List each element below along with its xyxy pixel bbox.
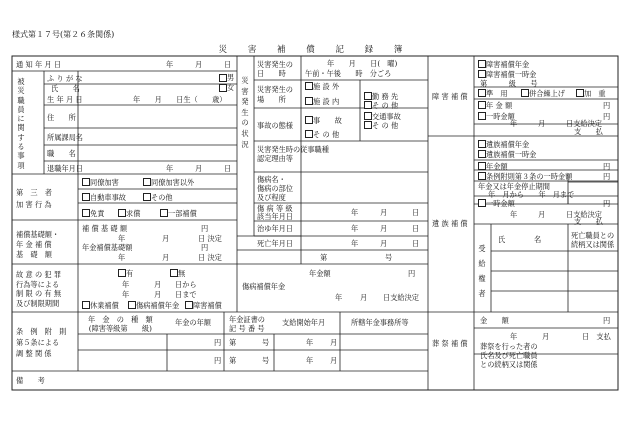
row1-yen: 円: [214, 338, 222, 347]
birth-value: 年 月 日生（ 歳）: [133, 95, 227, 104]
death-date-label: 死亡年月日: [257, 239, 293, 248]
place-inside-label: 施 設 内: [313, 97, 340, 106]
dis-lump-amt-checkbox[interactable]: [478, 112, 486, 120]
disaster-place-label: 災害発生の 場 所: [257, 85, 293, 104]
disaster-datetime-label: 災害発生の 日 時: [257, 60, 293, 78]
bereaved-lump-yen: 円: [603, 199, 611, 208]
funeral-yen: 円: [603, 316, 611, 325]
funeral-amount-label: 金 額: [480, 316, 509, 325]
disability-lump-checkbox[interactable]: [478, 70, 486, 78]
apply-label: 準 用: [486, 89, 508, 98]
pension-type-label: 年 金 の 種 類 (障害等級第 級): [88, 315, 153, 333]
restrict-from-year: 年: [122, 280, 130, 289]
recipient-label: 受給権者: [478, 244, 486, 298]
dis-lump-yen: 円: [603, 112, 611, 121]
place-work-label: 勤 務 先: [372, 92, 399, 101]
base2-month: 月: [162, 253, 170, 262]
annual-amount-label: 年金額: [309, 269, 331, 278]
dis-pay-decided: 日支給決定: [566, 119, 602, 128]
pension-amount-label: 年金の年額: [175, 318, 211, 327]
article-label: 条 例 附 則 第５条による 調 整 関 係: [16, 327, 67, 358]
aggravate-label: 加 重: [584, 89, 606, 98]
disaster-date-value: 年 月 日( 曜): [327, 59, 398, 68]
funeral-person-label: 葬祭を行った者の 氏名及び死亡職員 との続柄又は関係: [480, 342, 538, 369]
row1-no: 第: [229, 338, 237, 347]
remarks-label: 備 考: [16, 376, 45, 385]
injury-label: 傷病名・ 傷病の部位 及び程度: [257, 175, 293, 202]
ber-pay-decided: 日支給決定: [566, 210, 602, 219]
merge-checkbox[interactable]: [521, 89, 529, 97]
inj-pay-year: 年: [335, 293, 343, 302]
accident-other-checkbox[interactable]: [305, 130, 313, 138]
office-label: 所轄年金事務所等: [351, 318, 409, 327]
tp-other-checkbox[interactable]: [143, 178, 151, 186]
claim-checkbox[interactable]: [118, 209, 126, 217]
traffic-checkbox[interactable]: [364, 112, 372, 120]
exempt-checkbox[interactable]: [82, 209, 90, 217]
injury-pension-label: 傷病補償年金: [136, 301, 180, 310]
tp-else-checkbox[interactable]: [143, 193, 151, 201]
disability-section-label: 障 害 補 償: [432, 92, 468, 101]
row1-year: 年: [306, 338, 314, 347]
dis-pay-month: 月: [538, 119, 546, 128]
restrict-to-month: 月: [154, 290, 162, 299]
furigana-label: ふ り が な: [47, 74, 83, 83]
recipient-relation-header: 死亡職員との 続柄又は関係: [571, 231, 615, 249]
tp-car-label: 自動車事故: [90, 193, 126, 202]
form-number: 様式第１７号(第２６条関係): [12, 30, 115, 39]
dis-pay-year: 年: [510, 119, 518, 128]
cure-month: 月: [380, 224, 388, 233]
inj-pay-decided: 日支給決定: [383, 293, 419, 302]
accident-else-checkbox[interactable]: [364, 121, 372, 129]
row2-num: 号: [262, 356, 270, 365]
cert-label: 年金証書の 記 号 番 号: [229, 315, 265, 333]
accident-other-label: そ の 他: [313, 130, 340, 139]
place-other-label: そ の 他: [372, 101, 399, 110]
disaster-time-value: 午前・午後 時 分ごろ: [305, 69, 392, 78]
retire-month: 月: [195, 164, 203, 173]
address-label: 住 所: [47, 113, 76, 122]
cure-day: 日: [412, 224, 420, 233]
bereaved-annual-checkbox[interactable]: [478, 162, 486, 170]
notice-date-label: 通 知 年 月 日: [16, 60, 62, 69]
bereaved-pension-label: 遺族補償年金: [486, 140, 530, 149]
death-year: 年: [351, 239, 359, 248]
injury-grade-go: 号: [385, 253, 393, 262]
retire-label: 退職年月日: [47, 164, 83, 173]
ber-pay: 支 払: [574, 217, 603, 226]
retire-day: 日: [224, 164, 232, 173]
annual-yen: 円: [408, 269, 416, 278]
disability-comp-label: 障害補償: [193, 301, 222, 310]
retire-year: 年: [166, 164, 174, 173]
base2-label: 年金補償基礎額: [82, 243, 133, 252]
partial-checkbox[interactable]: [160, 209, 168, 217]
tp-coworker-label: 同僚加害: [90, 178, 119, 187]
bereaved-lump-label: 遺族補償一時金: [486, 150, 537, 159]
leave-comp-label: 休業補償: [90, 301, 119, 310]
disability-comp-checkbox[interactable]: [185, 301, 193, 309]
accident-checkbox[interactable]: [305, 116, 313, 124]
accident-label: 事 故: [313, 116, 342, 125]
bereaved-annual-yen: 円: [603, 162, 611, 171]
bereaved-lump-checkbox[interactable]: [478, 150, 486, 158]
place-inside-checkbox[interactable]: [305, 97, 313, 105]
row2-yen: 円: [214, 356, 222, 365]
disability-lump-label: 障害補償一時金: [486, 70, 537, 79]
cure-date-label: 治ゆ年月日: [257, 224, 293, 233]
base1-month: 月: [162, 234, 170, 243]
row1-month: 月: [330, 338, 338, 347]
disability-grade: 第 級 号: [480, 79, 538, 88]
restrict-yes-checkbox[interactable]: [118, 269, 126, 277]
pension-stop-label: 年金又は年金停止期間: [478, 182, 550, 191]
dis-annual-label: 年 金 額: [486, 101, 513, 110]
merge-label: 併合繰上げ: [529, 89, 565, 98]
notice-day: 日: [224, 60, 232, 69]
grade-date-label: 傷 病 等 級 該当年月日: [257, 204, 293, 221]
injury-pension-checkbox[interactable]: [128, 301, 136, 309]
bereaved-lump-amt-label: 一時金額: [486, 199, 515, 208]
male-label: 男: [227, 73, 235, 82]
restrict-from: 日から: [175, 280, 197, 289]
dis-annual-yen: 円: [603, 101, 611, 110]
row1-num: 号: [262, 338, 270, 347]
article3-checkbox[interactable]: [478, 172, 486, 180]
dept-label: 所属課局名: [47, 133, 83, 142]
tp-other-label: 同僚加害以外: [151, 178, 195, 187]
dis-annual-checkbox[interactable]: [478, 101, 486, 109]
row2-month: 月: [330, 356, 338, 365]
bereaved-pension-checkbox[interactable]: [478, 140, 486, 148]
ber-pay-month: 月: [538, 210, 546, 219]
article3-yen: 円: [603, 172, 611, 181]
disability-pension-checkbox[interactable]: [478, 60, 486, 68]
tp-car-checkbox[interactable]: [82, 193, 90, 201]
notice-year: 年: [166, 60, 174, 69]
tp-else-label: その他: [151, 193, 173, 202]
situation-label: 災害発生の状況: [241, 76, 249, 149]
bereaved-lump-amt-checkbox[interactable]: [478, 199, 486, 207]
crime-label: 故 意 の 犯 罪 行為等による 制 限 の 有 無 及び制限期間: [16, 270, 62, 308]
victim-side-label: 被災職員に関する事項: [17, 77, 25, 170]
leave-comp-checkbox[interactable]: [82, 301, 90, 309]
place-work-checkbox[interactable]: [364, 92, 372, 100]
place-outside-label: 施 設 外: [313, 82, 340, 91]
restrict-until: 日まで: [175, 290, 197, 299]
fun-payday: 日 支払: [582, 332, 611, 341]
injury-grade-no: 第: [320, 253, 328, 262]
death-month: 月: [380, 239, 388, 248]
female-label: 女: [227, 83, 235, 92]
base1-label: 補 償 基 礎 額: [82, 224, 128, 233]
bereaved-annual-label: 年金額: [486, 162, 508, 171]
fun-pay-month: 月: [542, 332, 550, 341]
birth-label: 生 年 月 日: [47, 95, 83, 104]
base-amount-label: 補償基礎額・ 年 金 補 償 基 礎 額: [16, 230, 60, 259]
exempt-label: 免責: [90, 209, 105, 218]
claim-label: 求償: [126, 209, 141, 218]
base1-yen: 円: [201, 224, 209, 233]
bereaved-section-label: 遺 族 補 償: [432, 219, 468, 228]
article3-label: 条例附則第３条の一時金額: [486, 172, 573, 181]
job-label: 職 名: [47, 149, 76, 158]
female-checkbox[interactable]: [219, 84, 227, 92]
base1-year: 年: [118, 234, 126, 243]
third-party-label: 第 三 者 加 害 行 為: [16, 188, 52, 209]
recipient-name-header: 氏 名: [498, 235, 542, 244]
grade-month: 月: [380, 208, 388, 217]
place-other-checkbox[interactable]: [364, 101, 372, 109]
restrict-to-year: 年: [122, 290, 130, 299]
restrict-from-month: 月: [154, 280, 162, 289]
male-checkbox[interactable]: [219, 74, 227, 82]
funeral-section-label: 葬 祭 補 償: [432, 339, 468, 348]
death-day: 日: [412, 239, 420, 248]
cure-year: 年: [351, 224, 359, 233]
notice-month: 月: [195, 60, 203, 69]
traffic-label: 交通事故: [372, 112, 401, 121]
ber-pay-year: 年: [510, 210, 518, 219]
start-label: 支給開始年月: [282, 318, 326, 327]
injury-pension-section-label: 傷病補償年金: [242, 282, 286, 291]
place-outside-checkbox[interactable]: [305, 82, 313, 90]
base2-decided: 日 決定: [198, 253, 222, 262]
fun-pay-year: 年: [510, 332, 518, 341]
apply-checkbox[interactable]: [478, 89, 486, 97]
restrict-no-checkbox[interactable]: [170, 269, 178, 277]
inj-pay-month: 月: [360, 293, 368, 302]
base1-decided: 日 決定: [198, 234, 222, 243]
base2-year: 年: [118, 253, 126, 262]
page-title: 災 害 補 償 記 録 簿: [218, 45, 412, 55]
restrict-yes-label: 有: [126, 269, 134, 278]
row2-no: 第: [229, 356, 237, 365]
grade-day: 日: [412, 208, 420, 217]
pension-stop-range: 年 月から 年 月まで: [488, 190, 575, 199]
grade-year: 年: [351, 208, 359, 217]
accident-mode-label: 事故の態様: [257, 121, 293, 130]
name-label: 氏 名: [51, 84, 80, 93]
row2-year: 年: [306, 356, 314, 365]
duty-label: 災害発生時の従事職種 認定理由等: [257, 145, 329, 163]
partial-label: 一部補償: [168, 209, 197, 218]
tp-coworker-checkbox[interactable]: [82, 178, 90, 186]
aggravate-checkbox[interactable]: [576, 89, 584, 97]
base2-yen: 円: [201, 243, 209, 252]
dis-pay: 支 払: [574, 127, 603, 136]
accident-else-label: そ の 他: [372, 121, 399, 130]
dis-lump-amt-label: 一時金額: [486, 112, 515, 121]
restrict-no-label: 無: [178, 269, 186, 278]
disability-pension-label: 障害補償年金: [486, 60, 530, 69]
